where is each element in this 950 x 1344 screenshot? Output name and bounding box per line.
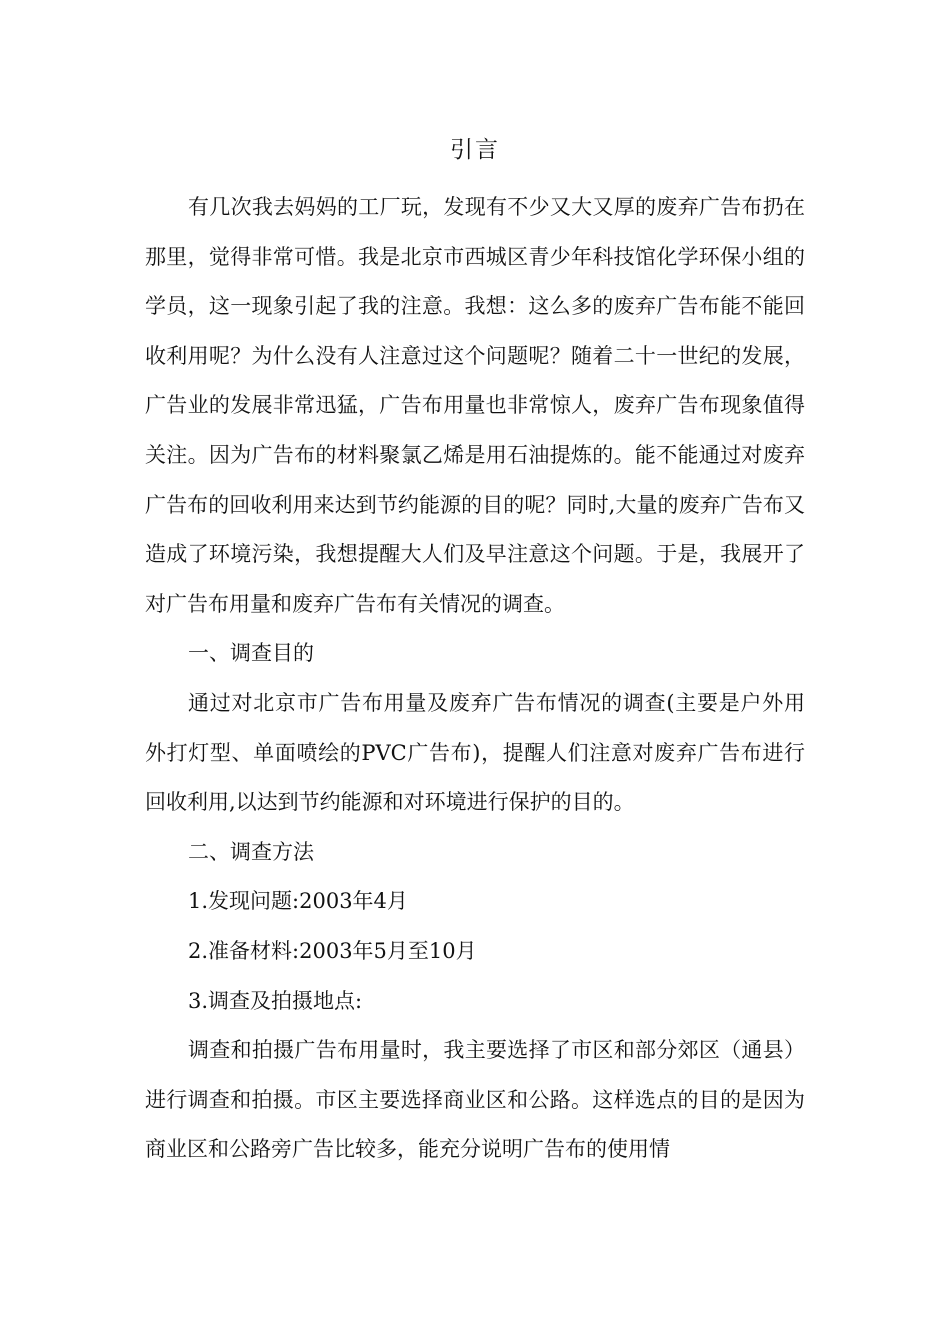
heading-survey-method: 二、调查方法 (188, 839, 314, 864)
paragraph-introduction: 有几次我去妈妈的工厂玩，发现有不少又大又厚的废弃广告布扔在那里，觉得非常可惜。我是北京市西城区青少年科技馆化学环保小组的学员，这一现象引起了我的注意。我想：这么多的废弃广告布能不能回收利用呢？为什么没有人注意过这个问题呢？随着二十一世纪的发展，广告业的发展非常迅猛，广告布用量也非常惊人，废弃广告布现象值得关注。因为广告布的材料聚氯乙烯是用石油提炼的。能不能通过对废弃广告布的回收利用来达到节约能源的目的呢？同时,大量的废弃广告布又造成了环境污染，我想提醒大人们及早注意这个问题。于是，我展开了对广告布用量和废弃广告布有关情况的调查。 (145, 195, 805, 616)
paragraph-survey-purpose: 通过对北京市广告布用量及废弃广告布情况的调查(主要是户外用外打灯型、单面喷绘的PVC广告布)，提醒人们注意对废弃广告布进行回收利用,以达到节约能源和对环境进行保护的目的。 (145, 690, 805, 815)
document-title: 引言 (450, 137, 500, 163)
heading-survey-purpose: 一、调查目的 (188, 641, 314, 666)
list-item-discover-problem: 1.发现问题:2003年4月 (188, 889, 408, 914)
list-item-survey-location: 3.调查及拍摄地点: (188, 988, 363, 1013)
document-body (145, 183, 805, 1175)
list-item-prepare-materials: 2.准备材料:2003年5月至10月 (188, 938, 477, 963)
paragraph-survey-location: 调查和拍摄广告布用量时，我主要选择了市区和部分郊区（通县）进行调查和拍摄。市区主要选择商业区和公路。这样选点的目的是因为商业区和公路旁广告比较多，能充分说明广告布的使用情 (145, 1038, 805, 1162)
